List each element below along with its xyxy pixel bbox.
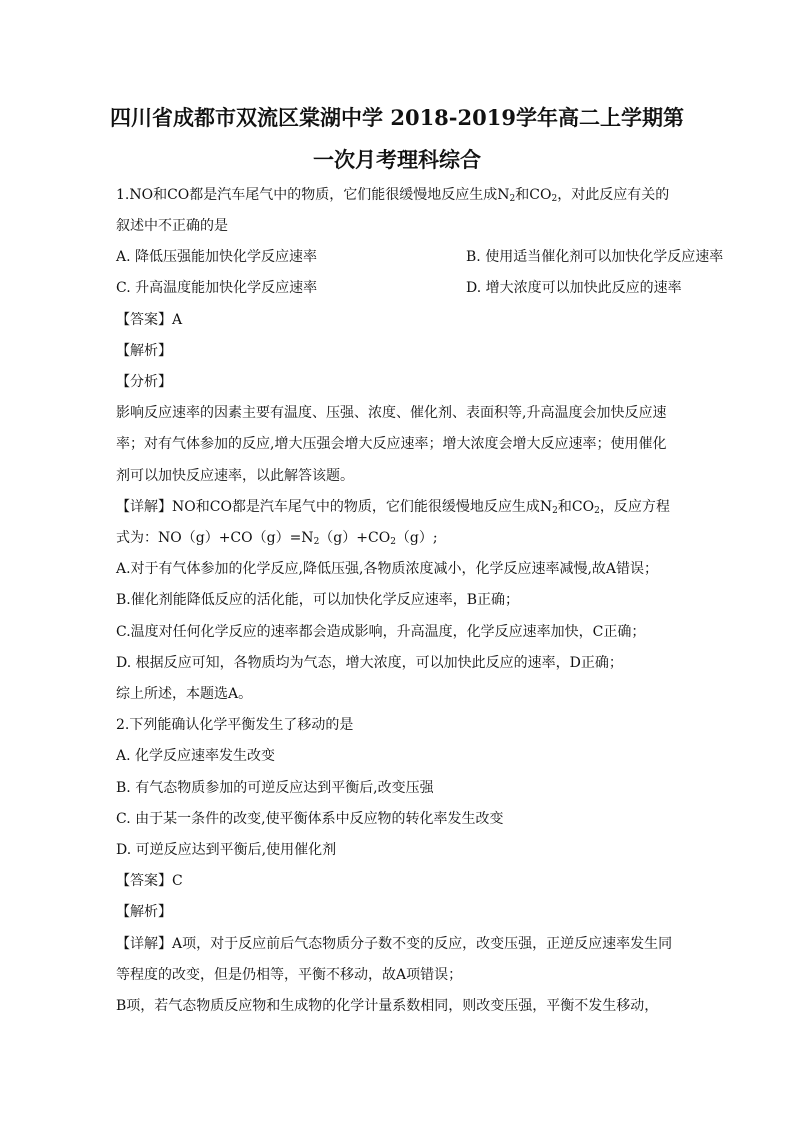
q1-option-b: B. 使用适当催化剂可以加快化学反应速率 bbox=[466, 249, 724, 265]
q2-option-b: B. 有气态物质参加的可逆反应达到平衡后,改变压强 bbox=[116, 780, 434, 796]
q1-stem-line-1: 1.NO和CO都是汽车尾气中的物质，它们能很缓慢地反应生成$N_2$和$CO_2$，对此反应有关的 bbox=[116, 187, 670, 204]
q1-analysis-line-2: 率；对有气体参加的反应,增大压强会增大反应速率；增大浓度会增大反应速率；使用催化 bbox=[116, 436, 667, 452]
title-line-1: 四川省成都市双流区棠湖中学 2018-2019学年高二上学期第 bbox=[110, 105, 684, 130]
q1-detail-line-3: A.对于有气体参加的化学反应,降低压强,各物质浓度减小，化学反应速率减慢,故A错误； bbox=[116, 561, 659, 577]
q1-detail-line-1: 【详解】NO和CO都是汽车尾气中的物质，它们能很缓慢地反应生成$N_2$和$CO_2$，反应方程 bbox=[116, 499, 670, 516]
q1-stem-line-2: 叙述中不正确的是 bbox=[116, 218, 228, 234]
q2-option-a: A. 化学反应速率发生改变 bbox=[116, 748, 276, 764]
q2-option-d: D. 可逆反应达到平衡后,使用催化剂 bbox=[116, 842, 337, 858]
q1-analysis-line-1: 影响反应速率的因素主要有温度、压强、浓度、催化剂、表面积等,升高温度会加快反应速 bbox=[116, 405, 667, 421]
q1-fenxi-heading: 【分析】 bbox=[116, 374, 172, 390]
q1-detail-line-6: D. 根据反应可知，各物质均为气态，增大浓度，可以加快此反应的速率，D正确； bbox=[116, 655, 623, 671]
q1-jiexi-heading: 【解析】 bbox=[116, 343, 172, 359]
q1-option-c: C. 升高温度能加快化学反应速率 bbox=[116, 280, 318, 296]
q1-option-a: A. 降低压强能加快化学反应速率 bbox=[116, 249, 318, 265]
q2-detail-line-3: B项，若气态物质反应物和生成物的化学计量系数相同，则改变压强，平衡不发生移动， bbox=[116, 998, 659, 1014]
q1-answer: 【答案】A bbox=[116, 312, 183, 328]
q1-options-row-2 bbox=[116, 278, 686, 298]
q1-detail-line-2: 式为：$NO(g)+CO(g)=N_2(g)+CO_2(g)$; bbox=[116, 530, 438, 547]
q2-option-c: C. 由于某一条件的改变,使平衡体系中反应物的转化率发生改变 bbox=[116, 811, 504, 827]
q1-analysis-line-3: 剂可以加快反应速率，以此解答该题。 bbox=[116, 468, 354, 484]
q2-stem: 2.下列能确认化学平衡发生了移动的是 bbox=[116, 717, 354, 733]
q1-detail-line-5: C.温度对任何化学反应的速率都会造成影响，升高温度，化学反应速率加快，C正确； bbox=[116, 624, 646, 640]
q2-jiexi-heading: 【解析】 bbox=[116, 904, 172, 920]
q1-conclusion: 综上所述，本题选A。 bbox=[116, 686, 253, 702]
title-line-2: 一次月考理科综合 bbox=[313, 147, 481, 172]
q2-detail-line-2: 等程度的改变，但是仍相等，平衡不移动，故A项错误； bbox=[116, 967, 463, 983]
q1-detail-line-4: B.催化剂能降低反应的活化能，可以加快化学反应速率，B正确； bbox=[116, 592, 520, 608]
q2-answer: 【答案】C bbox=[116, 873, 183, 889]
q2-detail-line-1: 【详解】A项，对于反应前后气态物质分子数不变的反应，改变压强，正逆反应速率发生同 bbox=[116, 936, 673, 952]
q1-option-d: D. 增大浓度可以加快此反应的速率 bbox=[466, 280, 682, 296]
q1-options-row-1 bbox=[116, 247, 724, 267]
